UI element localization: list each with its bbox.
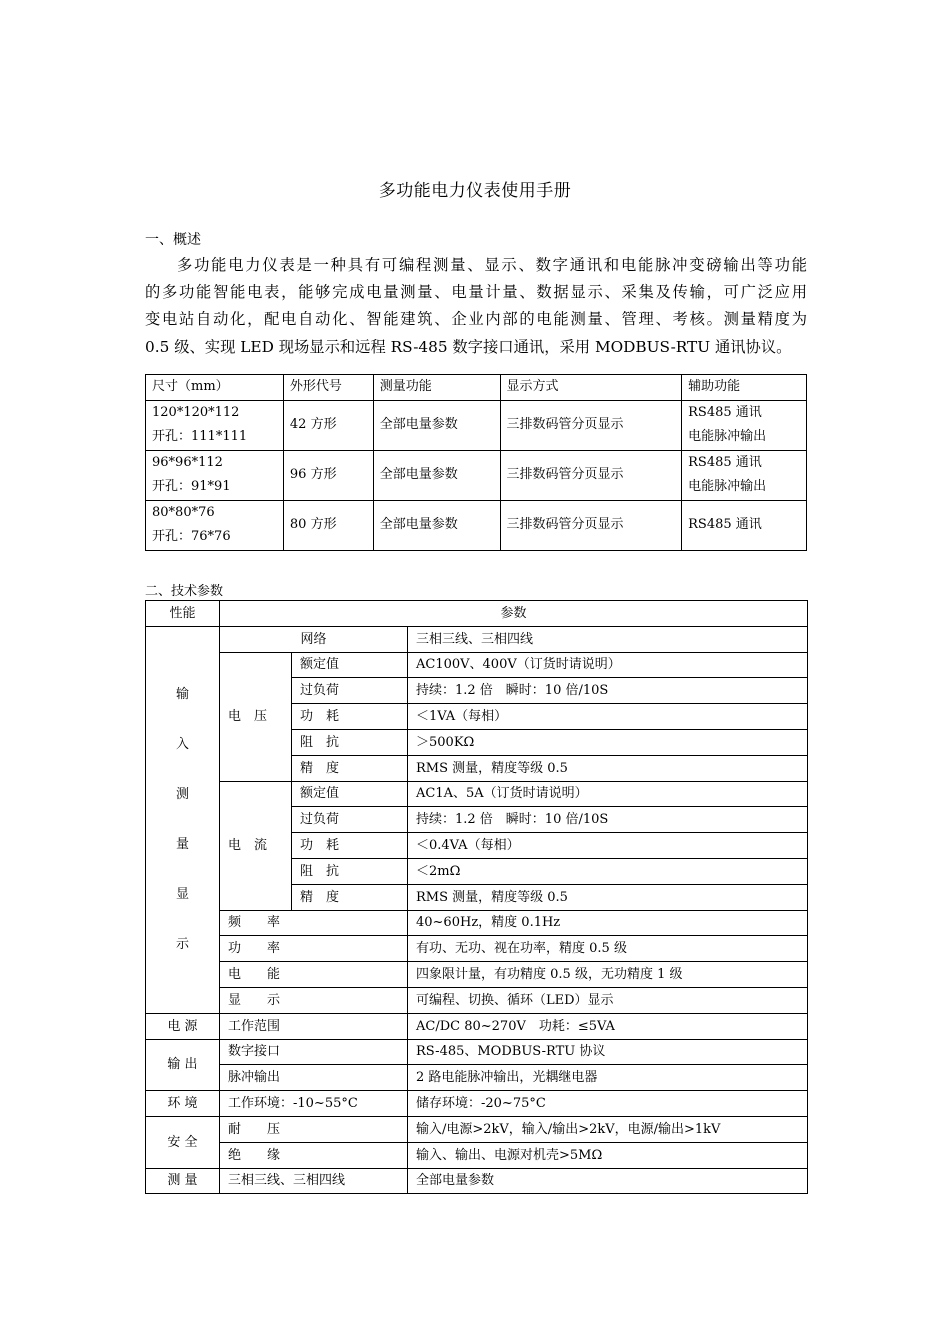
size-cell [146, 400, 284, 450]
param-value: RMS 测量，精度等级 0.5 [408, 755, 808, 781]
model-table [145, 374, 807, 551]
vertical-char: 示 [175, 936, 189, 952]
header-display: 显示方式 [500, 375, 682, 401]
document-title: 多功能电力仪表使用手册 [378, 181, 572, 201]
code-cell: 96 方形 [283, 450, 373, 500]
header-measure: 测量功能 [373, 375, 500, 401]
size-value: 120*120*112 [152, 404, 240, 420]
param-key: 显 示 [220, 987, 408, 1013]
measure-cell: 全部电量参数 [373, 400, 500, 450]
param-value: ＜0.4VA（每相） [408, 833, 808, 859]
table-row [146, 781, 808, 807]
aux-cell [682, 450, 807, 500]
table-row [146, 652, 808, 678]
param-value: 输入、输出、电源对机壳>5MΩ [408, 1142, 808, 1168]
param-key: 过负荷 [292, 678, 408, 704]
display-cell: 三排数码管分页显示 [500, 500, 682, 550]
header-performance: 性能 [146, 601, 220, 627]
measure-cell: 全部电量参数 [373, 500, 500, 550]
vertical-char: 入 [175, 736, 189, 752]
param-key: 阻 抗 [292, 858, 408, 884]
aux-cell [682, 400, 807, 450]
param-key: 功 耗 [292, 833, 408, 859]
param-key: 额定值 [292, 781, 408, 807]
param-key: 精 度 [292, 884, 408, 910]
param-value: AC100V、400V（订货时请说明） [408, 652, 808, 678]
table-row [146, 1065, 808, 1091]
param-value: 40~60Hz，精度 0.1Hz [408, 910, 808, 936]
section-heading-specs: 二、技术参数 [145, 584, 224, 599]
table-row [146, 1091, 808, 1117]
output-label: 输 出 [146, 1039, 220, 1091]
specs-table [145, 600, 808, 1194]
network-label: 网络 [220, 626, 408, 652]
header-code: 外形代号 [283, 375, 373, 401]
aux-value: 电能脉冲输出 [688, 479, 767, 494]
table-header-row [146, 375, 807, 401]
table-row [146, 1116, 808, 1142]
param-value: 四象限计量，有功精度 0.5 级，无功精度 1 级 [408, 962, 808, 988]
param-value: RMS 测量，精度等级 0.5 [408, 884, 808, 910]
table-row [146, 450, 807, 500]
size-cell [146, 450, 284, 500]
section-heading-overview: 一、概述 [145, 232, 201, 248]
param-key: 三相三线、三相四线 [220, 1168, 408, 1194]
voltage-label: 电 压 [220, 652, 292, 781]
table-row [146, 1142, 808, 1168]
table-row [146, 400, 807, 450]
table-row [146, 936, 808, 962]
param-value: AC1A、5A（订货时请说明） [408, 781, 808, 807]
code-cell: 42 方形 [283, 400, 373, 450]
param-value: 持续：1.2 倍 瞬时：10 倍/10S [408, 807, 808, 833]
param-key: 数字接口 [220, 1039, 408, 1065]
table-row [146, 1168, 808, 1194]
param-value: ＞500KΩ [408, 729, 808, 755]
param-value: 持续：1.2 倍 瞬时：10 倍/10S [408, 678, 808, 704]
param-key: 工作范围 [220, 1013, 408, 1039]
cutout-value: 开孔：91*91 [152, 479, 231, 494]
code-cell: 80 方形 [283, 500, 373, 550]
measure-label: 测 量 [146, 1168, 220, 1194]
table-row [146, 1013, 808, 1039]
network-value: 三相三线、三相四线 [408, 626, 808, 652]
param-value: RS-485、MODBUS-RTU 协议 [408, 1039, 808, 1065]
param-value: 有功、无功、视在功率，精度 0.5 级 [408, 936, 808, 962]
display-cell: 三排数码管分页显示 [500, 450, 682, 500]
vertical-char: 显 [175, 886, 189, 902]
param-key: 阻 抗 [292, 729, 408, 755]
param-value: 2 路电能脉冲输出，光耦继电器 [408, 1065, 808, 1091]
display-cell: 三排数码管分页显示 [500, 400, 682, 450]
aux-value: 电能脉冲输出 [688, 429, 767, 444]
measure-cell: 全部电量参数 [373, 450, 500, 500]
header-parameters: 参数 [220, 601, 808, 627]
current-label: 电 流 [220, 781, 292, 910]
param-key: 频 率 [220, 910, 408, 936]
input-measure-display-label [146, 626, 220, 1013]
table-row [146, 987, 808, 1013]
vertical-char: 量 [175, 836, 189, 852]
size-value: 80*80*76 [152, 504, 215, 520]
param-key: 额定值 [292, 652, 408, 678]
header-size: 尺寸（mm） [146, 375, 284, 401]
table-row [146, 626, 808, 652]
param-key: 工作环境：-10~55°C [220, 1091, 408, 1117]
paragraph-line: 变电站自动化，配电自动化、智能建筑、企业内部的电能测量、管理、考核。测量精度为 [145, 310, 807, 329]
param-key: 功 耗 [292, 704, 408, 730]
power-label: 电 源 [146, 1013, 220, 1039]
param-key: 功 率 [220, 936, 408, 962]
param-value: 储存环境：-20~75°C [408, 1091, 808, 1117]
param-key: 精 度 [292, 755, 408, 781]
param-value: 可编程、切换、循环（LED）显示 [408, 987, 808, 1013]
aux-value: RS485 通讯 [688, 404, 762, 420]
param-value: AC/DC 80~270V 功耗：≤5VA [408, 1013, 808, 1039]
paragraph-line: 多功能电力仪表是一种具有可编程测量、显示、数字通讯和电能脉冲变磅输出等功能 [177, 256, 807, 274]
cutout-value: 开孔：76*76 [152, 529, 231, 544]
param-key: 电 能 [220, 962, 408, 988]
vertical-char: 输 [175, 686, 189, 702]
paragraph-line: 0.5 级、实现 LED 现场显示和远程 RS-485 数字接口通讯，采用 MODBUS-RTU 通讯协议。 [145, 337, 792, 356]
param-key: 绝 缘 [220, 1142, 408, 1168]
size-cell [146, 500, 284, 550]
vertical-char: 测 [175, 786, 189, 802]
size-value: 96*96*112 [152, 454, 223, 470]
table-row [146, 962, 808, 988]
header-aux: 辅助功能 [682, 375, 807, 401]
overview-paragraph [145, 252, 807, 361]
table-row [146, 1039, 808, 1065]
environment-label: 环 境 [146, 1091, 220, 1117]
param-value: ＜1VA（每相） [408, 704, 808, 730]
param-value: 全部电量参数 [408, 1168, 808, 1194]
paragraph-line: 的多功能智能电表，能够完成电量测量、电量计量、数据显示、采集及传输，可广泛应用 [145, 283, 807, 302]
aux-cell: RS485 通讯 [682, 500, 807, 550]
cutout-value: 开孔：111*111 [152, 429, 248, 444]
aux-value: RS485 通讯 [688, 454, 762, 470]
param-value: ＜2mΩ [408, 858, 808, 884]
param-key: 耐 压 [220, 1116, 408, 1142]
table-row [146, 910, 808, 936]
safety-label: 安 全 [146, 1116, 220, 1168]
table-row [146, 500, 807, 550]
param-value: 输入/电源>2kV，输入/输出>2kV，电源/输出>1kV [408, 1116, 808, 1142]
param-key: 过负荷 [292, 807, 408, 833]
param-key: 脉冲输出 [220, 1065, 408, 1091]
table-header-row [146, 601, 808, 627]
